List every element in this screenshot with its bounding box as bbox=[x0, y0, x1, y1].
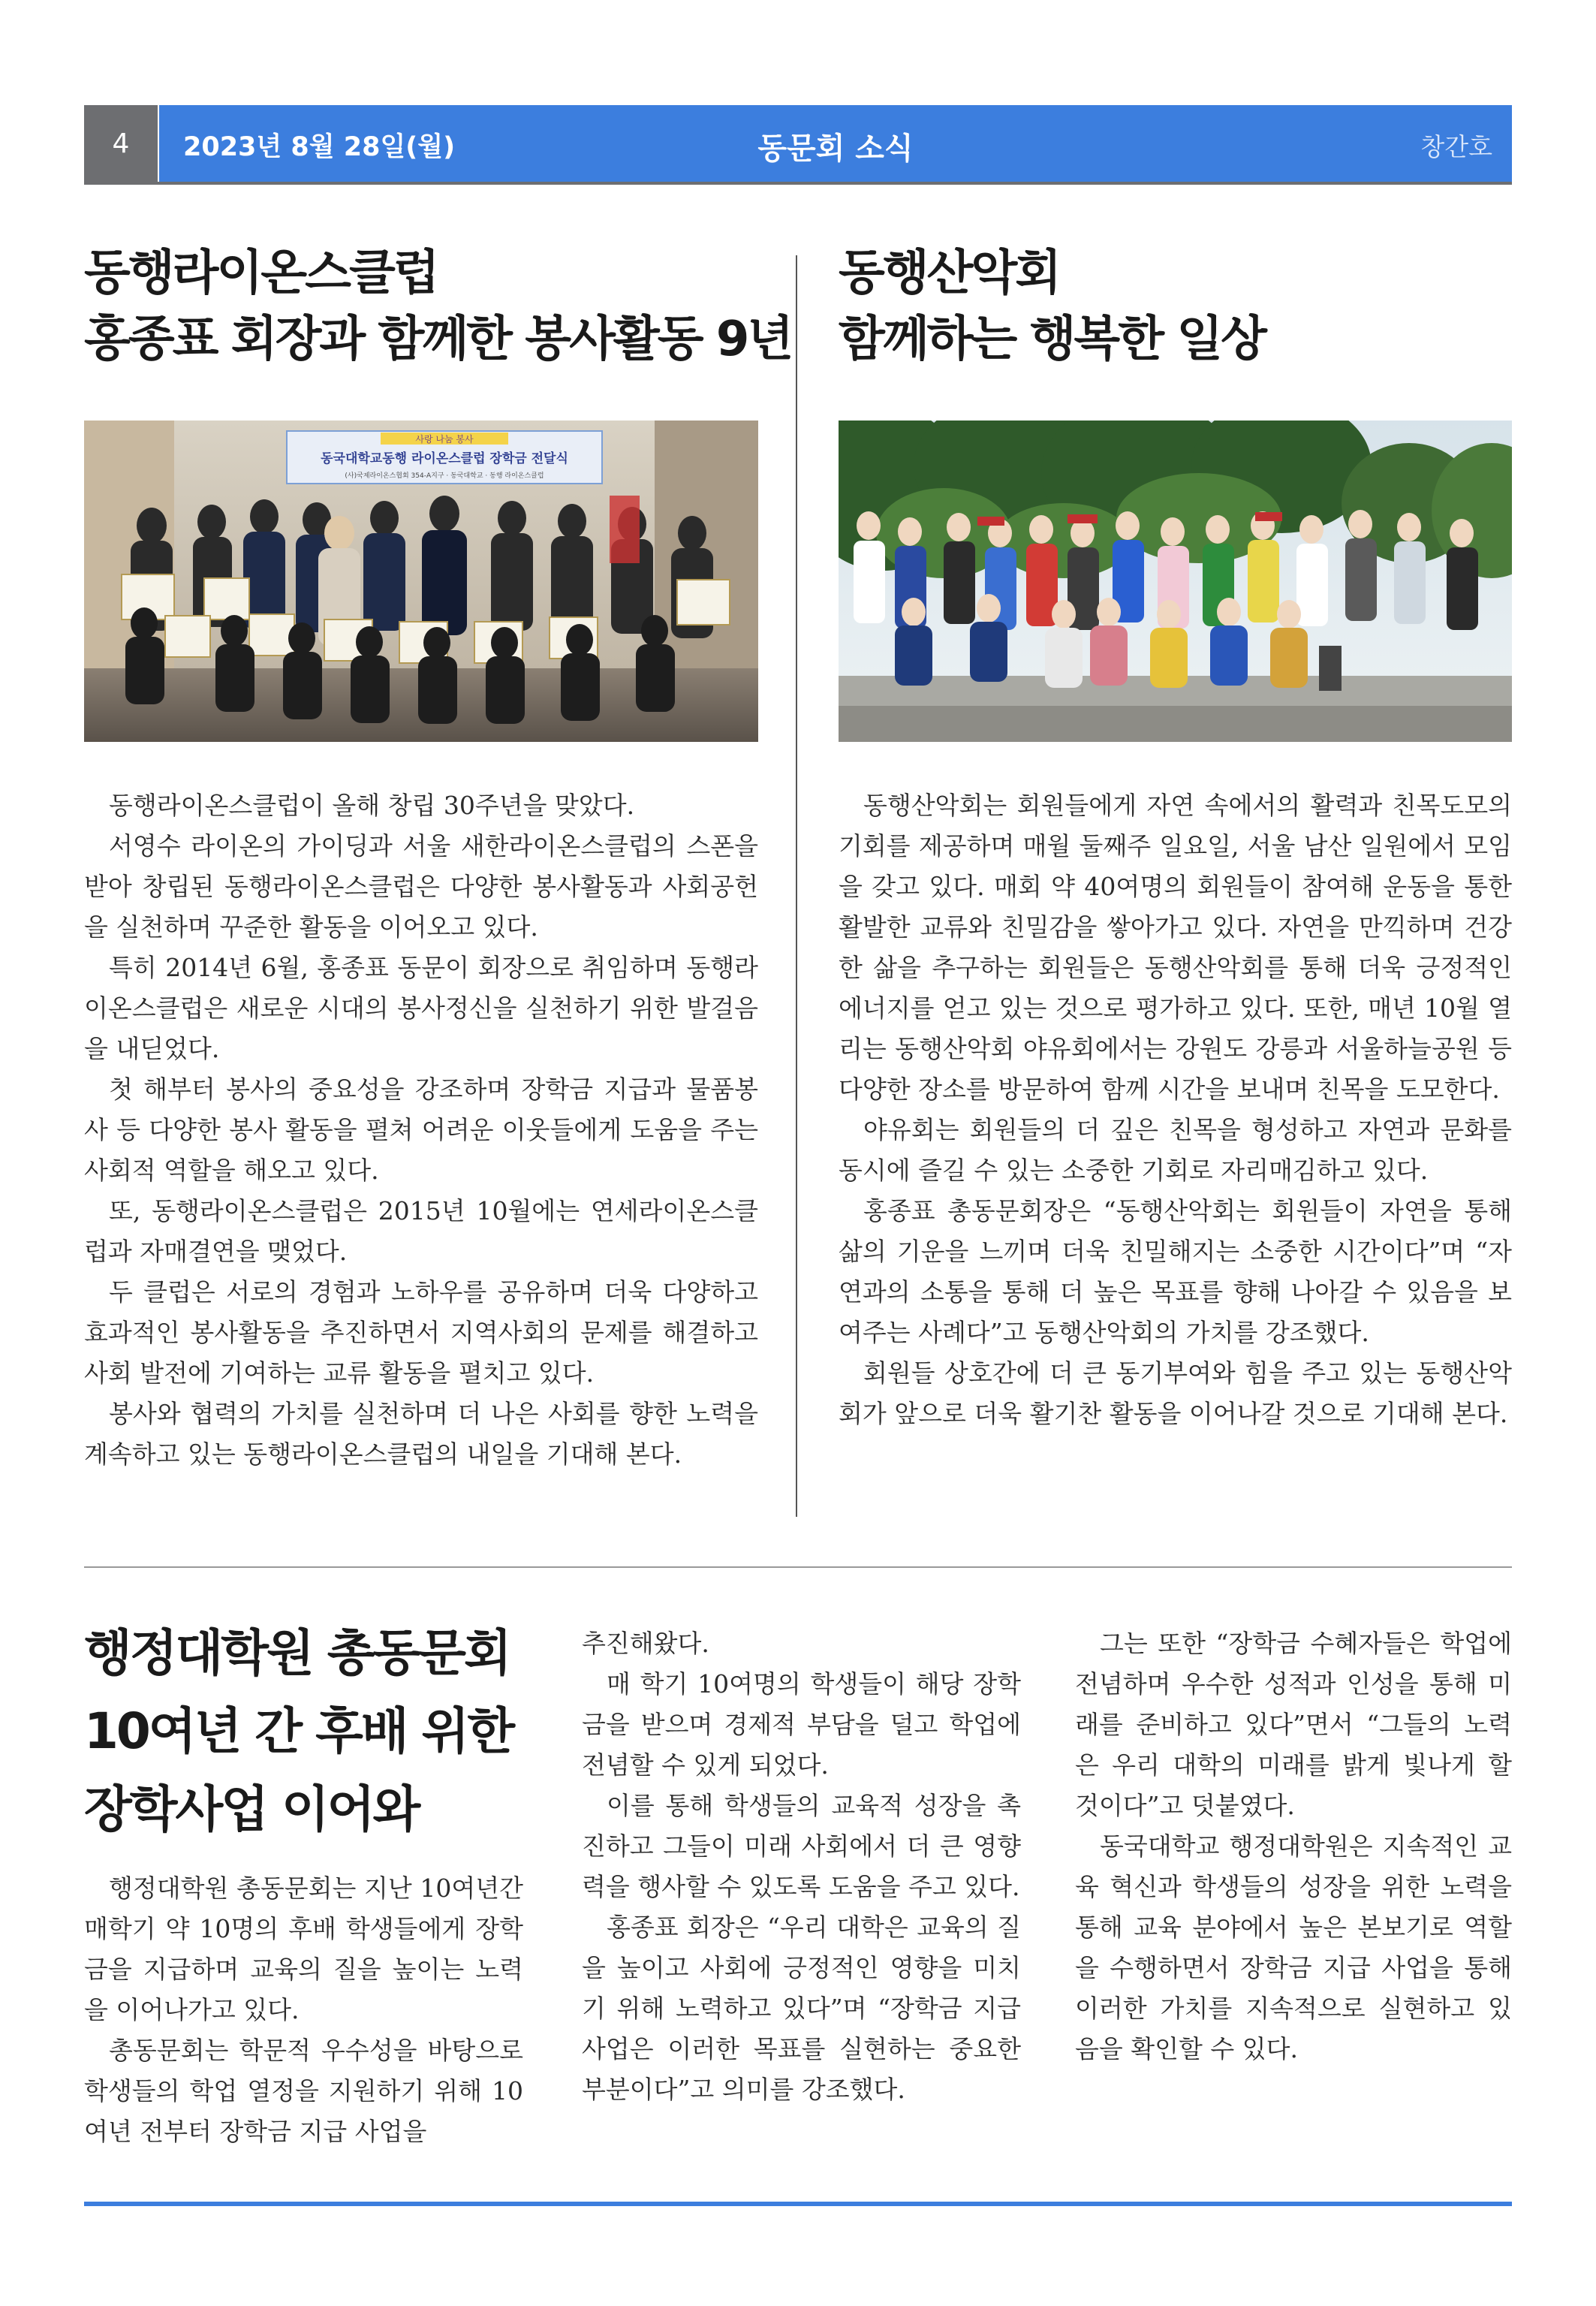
banner-main-text: 동국대학교동행 라이온스클럽 장학금 전달식 bbox=[321, 451, 568, 466]
column-divider bbox=[796, 255, 797, 1517]
hiking-paragraph: 회원들 상호간에 더 큰 동기부여와 힘을 주고 있는 동행산악회가 앞으로 더욱 활기찬 활동을 이어나갈 것으로 기대해 본다. bbox=[839, 1358, 1512, 1428]
lions-paragraph: 두 클럽은 서로의 경험과 노하우를 공유하며 더욱 다양하고 효과적인 봉사활동을 추진하면서 지역사회의 문제를 해결하고 사회 발전에 기여하는 교류 활동을 펼치고 있다. bbox=[84, 1277, 758, 1388]
hiking-headline bbox=[839, 240, 1265, 372]
hiking-paragraph: 홍종표 총동문회장은 “동행산악회는 회원들이 자연을 통해 삶의 기운을 느끼며 더욱 친밀해지는 소중한 시간이다”며 “자연과의 소통을 통해 더 높은 목표를 향해 나아갈 수 있음을 보여주는 사례다”고 동행산악회의 가치를 강조했다. bbox=[839, 1196, 1512, 1347]
hiking-article-body bbox=[839, 785, 1512, 1434]
lions-paragraph: 또, 동행라이온스클럽은 2015년 10월에는 연세라이온스클럽과 자매결연을 맺었다. bbox=[84, 1196, 758, 1266]
banner-sub-text: (사)국제라이온스협회 354-A지구 · 동국대학교 · 동행 라이온스클럽 bbox=[345, 472, 544, 480]
header-divider bbox=[84, 182, 1512, 185]
page-number-text: 4 bbox=[112, 128, 130, 159]
scholarship-paragraph: 이를 통해 학생들의 교육적 성장을 촉진하고 그들이 미래 사회에서 더 큰 영향력을 행사할 수 있도록 도움을 주고 있다. bbox=[582, 1791, 1021, 1901]
scholarship-headline-line3: 장학사업 이어와 bbox=[84, 1780, 419, 1838]
scholarship-paragraph: 매 학기 10여명의 학생들이 해당 장학금을 받으며 경제적 부담을 덜고 학업에 전념할 수 있게 되었다. bbox=[582, 1669, 1021, 1780]
scholarship-headline bbox=[84, 1614, 513, 1849]
scholarship-column-1 bbox=[84, 1868, 523, 2152]
scholarship-column-2 bbox=[582, 1623, 1021, 2110]
lions-article-body bbox=[84, 785, 758, 1475]
page-number bbox=[84, 105, 158, 182]
lions-paragraph: 특히 2014년 6월, 홍종표 동문이 회장으로 취임하며 동행라이온스클럽은 새로운 시대의 봉사정신을 실천하기 위한 발걸음을 내딛었다. bbox=[84, 953, 758, 1063]
scholarship-paragraph: 총동문회는 학문적 우수성을 바탕으로 학생들의 학업 열정을 지원하기 위해 10여년 전부터 장학금 지급 사업을 bbox=[84, 2036, 523, 2146]
edition-label: 창간호 bbox=[1420, 132, 1492, 161]
lions-headline-line2: 홍종표 회장과 함께한 봉사활동 9년 bbox=[84, 312, 792, 367]
hiking-paragraph: 야유회는 회원들의 더 깊은 친목을 형성하고 자연과 문화를 동시에 즐길 수 있는 소중한 기회로 자리매김하고 있다. bbox=[839, 1115, 1512, 1185]
hiking-photo bbox=[839, 421, 1512, 742]
lions-headline-line1: 동행라이온스클럽 bbox=[84, 246, 438, 301]
section-divider bbox=[84, 1566, 1512, 1568]
section-title: 동문회 소식 bbox=[757, 131, 914, 166]
header-bar bbox=[159, 105, 1512, 182]
scholarship-column-3 bbox=[1075, 1623, 1512, 2069]
issue-date: 2023년 8월 28일(월) bbox=[183, 132, 456, 162]
footer-rule bbox=[84, 2202, 1512, 2206]
scholarship-headline-line2: 10여년 간 후배 위한 bbox=[84, 1702, 513, 1760]
scholarship-paragraph: 동국대학교 행정대학원은 지속적인 교육 혁신과 학생들의 성장을 위한 노력을 통해 교육 분야에서 높은 본보기로 역할을 수행하면서 장학금 지급 사업을 통해 이러한 가치를 지속적으로 실현하고 있음을 확인할 수 있다. bbox=[1075, 1831, 1512, 2063]
hiking-paragraph: 동행산악회는 회원들에게 자연 속에서의 활력과 친목도모의 기회를 제공하며 매월 둘째주 일요일, 서울 남산 일원에서 모임을 갖고 있다. 매회 약 40여명의 회원들이 참여해 운동을 통한 활발한 교류와 친밀감을 쌓아가고 있다. 자연을 만끽하며 건강한 삶을 추구하는 회원들은 동행산악회를 통해 더욱 긍정적인 에너지를 얻고 있는 것으로 평가하고 있다. 또한, 매년 10월 열리는 동행산악회 야유회에서는 강원도 강릉과 서울하늘공원 등 다양한 장소를 방문하여 함께 시간을 보내며 친목을 도모한다. bbox=[839, 791, 1512, 1104]
scholarship-headline-line1: 행정대학원 총동문회 bbox=[84, 1624, 510, 1682]
lions-paragraph: 동행라이온스클럽이 올해 창립 30주년을 맞았다. bbox=[109, 791, 635, 820]
scholarship-paragraph: 행정대학원 총동문회는 지난 10여년간 매학기 약 10명의 후배 학생들에게 장학금을 지급하며 교육의 질을 높이는 노력을 이어나가고 있다. bbox=[84, 1873, 523, 2024]
lions-paragraph: 서영수 라이온의 가이딩과 서울 새한라이온스클럽의 스폰을 받아 창립된 동행라이온스클럽은 다양한 봉사활동과 사회공헌을 실천하며 꾸준한 활동을 이어오고 있다. bbox=[84, 831, 758, 942]
hiking-headline-line2: 함께하는 행복한 일상 bbox=[839, 312, 1265, 367]
lions-paragraph: 봉사와 협력의 가치를 실천하며 더 나은 사회를 향한 노력을 계속하고 있는 동행라이온스클럽의 내일을 기대해 본다. bbox=[84, 1399, 758, 1469]
hiking-headline-line1: 동행산악회 bbox=[839, 246, 1060, 301]
scholarship-paragraph: 홍종표 회장은 “우리 대학은 교육의 질을 높이고 사회에 긍정적인 영향을 미치기 위해 노력하고 있다”며 “장학금 지급 사업은 이러한 목표를 실현하는 중요한 부분이다”고 의미를 강조했다. bbox=[582, 1913, 1021, 2104]
scholarship-paragraph: 그는 또한 “장학금 수혜자들은 학업에 전념하며 우수한 성적과 인성을 통해 미래를 준비하고 있다”면서 “그들의 노력은 우리 대학의 미래를 밝게 빛나게 할 것이다”고 덧붙였다. bbox=[1075, 1629, 1512, 1820]
hiking-photo-graphic bbox=[839, 421, 1512, 742]
scholarship-paragraph: 추진해왔다. bbox=[582, 1629, 709, 1658]
lions-photo bbox=[84, 421, 758, 742]
lions-paragraph: 첫 해부터 봉사의 중요성을 강조하며 장학금 지급과 물품봉사 등 다양한 봉사 활동을 펼쳐 어려운 이웃들에게 도움을 주는 사회적 역할을 해오고 있다. bbox=[84, 1075, 758, 1185]
banner-top-text: 사랑 나눔 봉사 bbox=[415, 434, 474, 445]
lions-photo-graphic bbox=[84, 421, 758, 742]
lions-headline bbox=[84, 240, 791, 372]
